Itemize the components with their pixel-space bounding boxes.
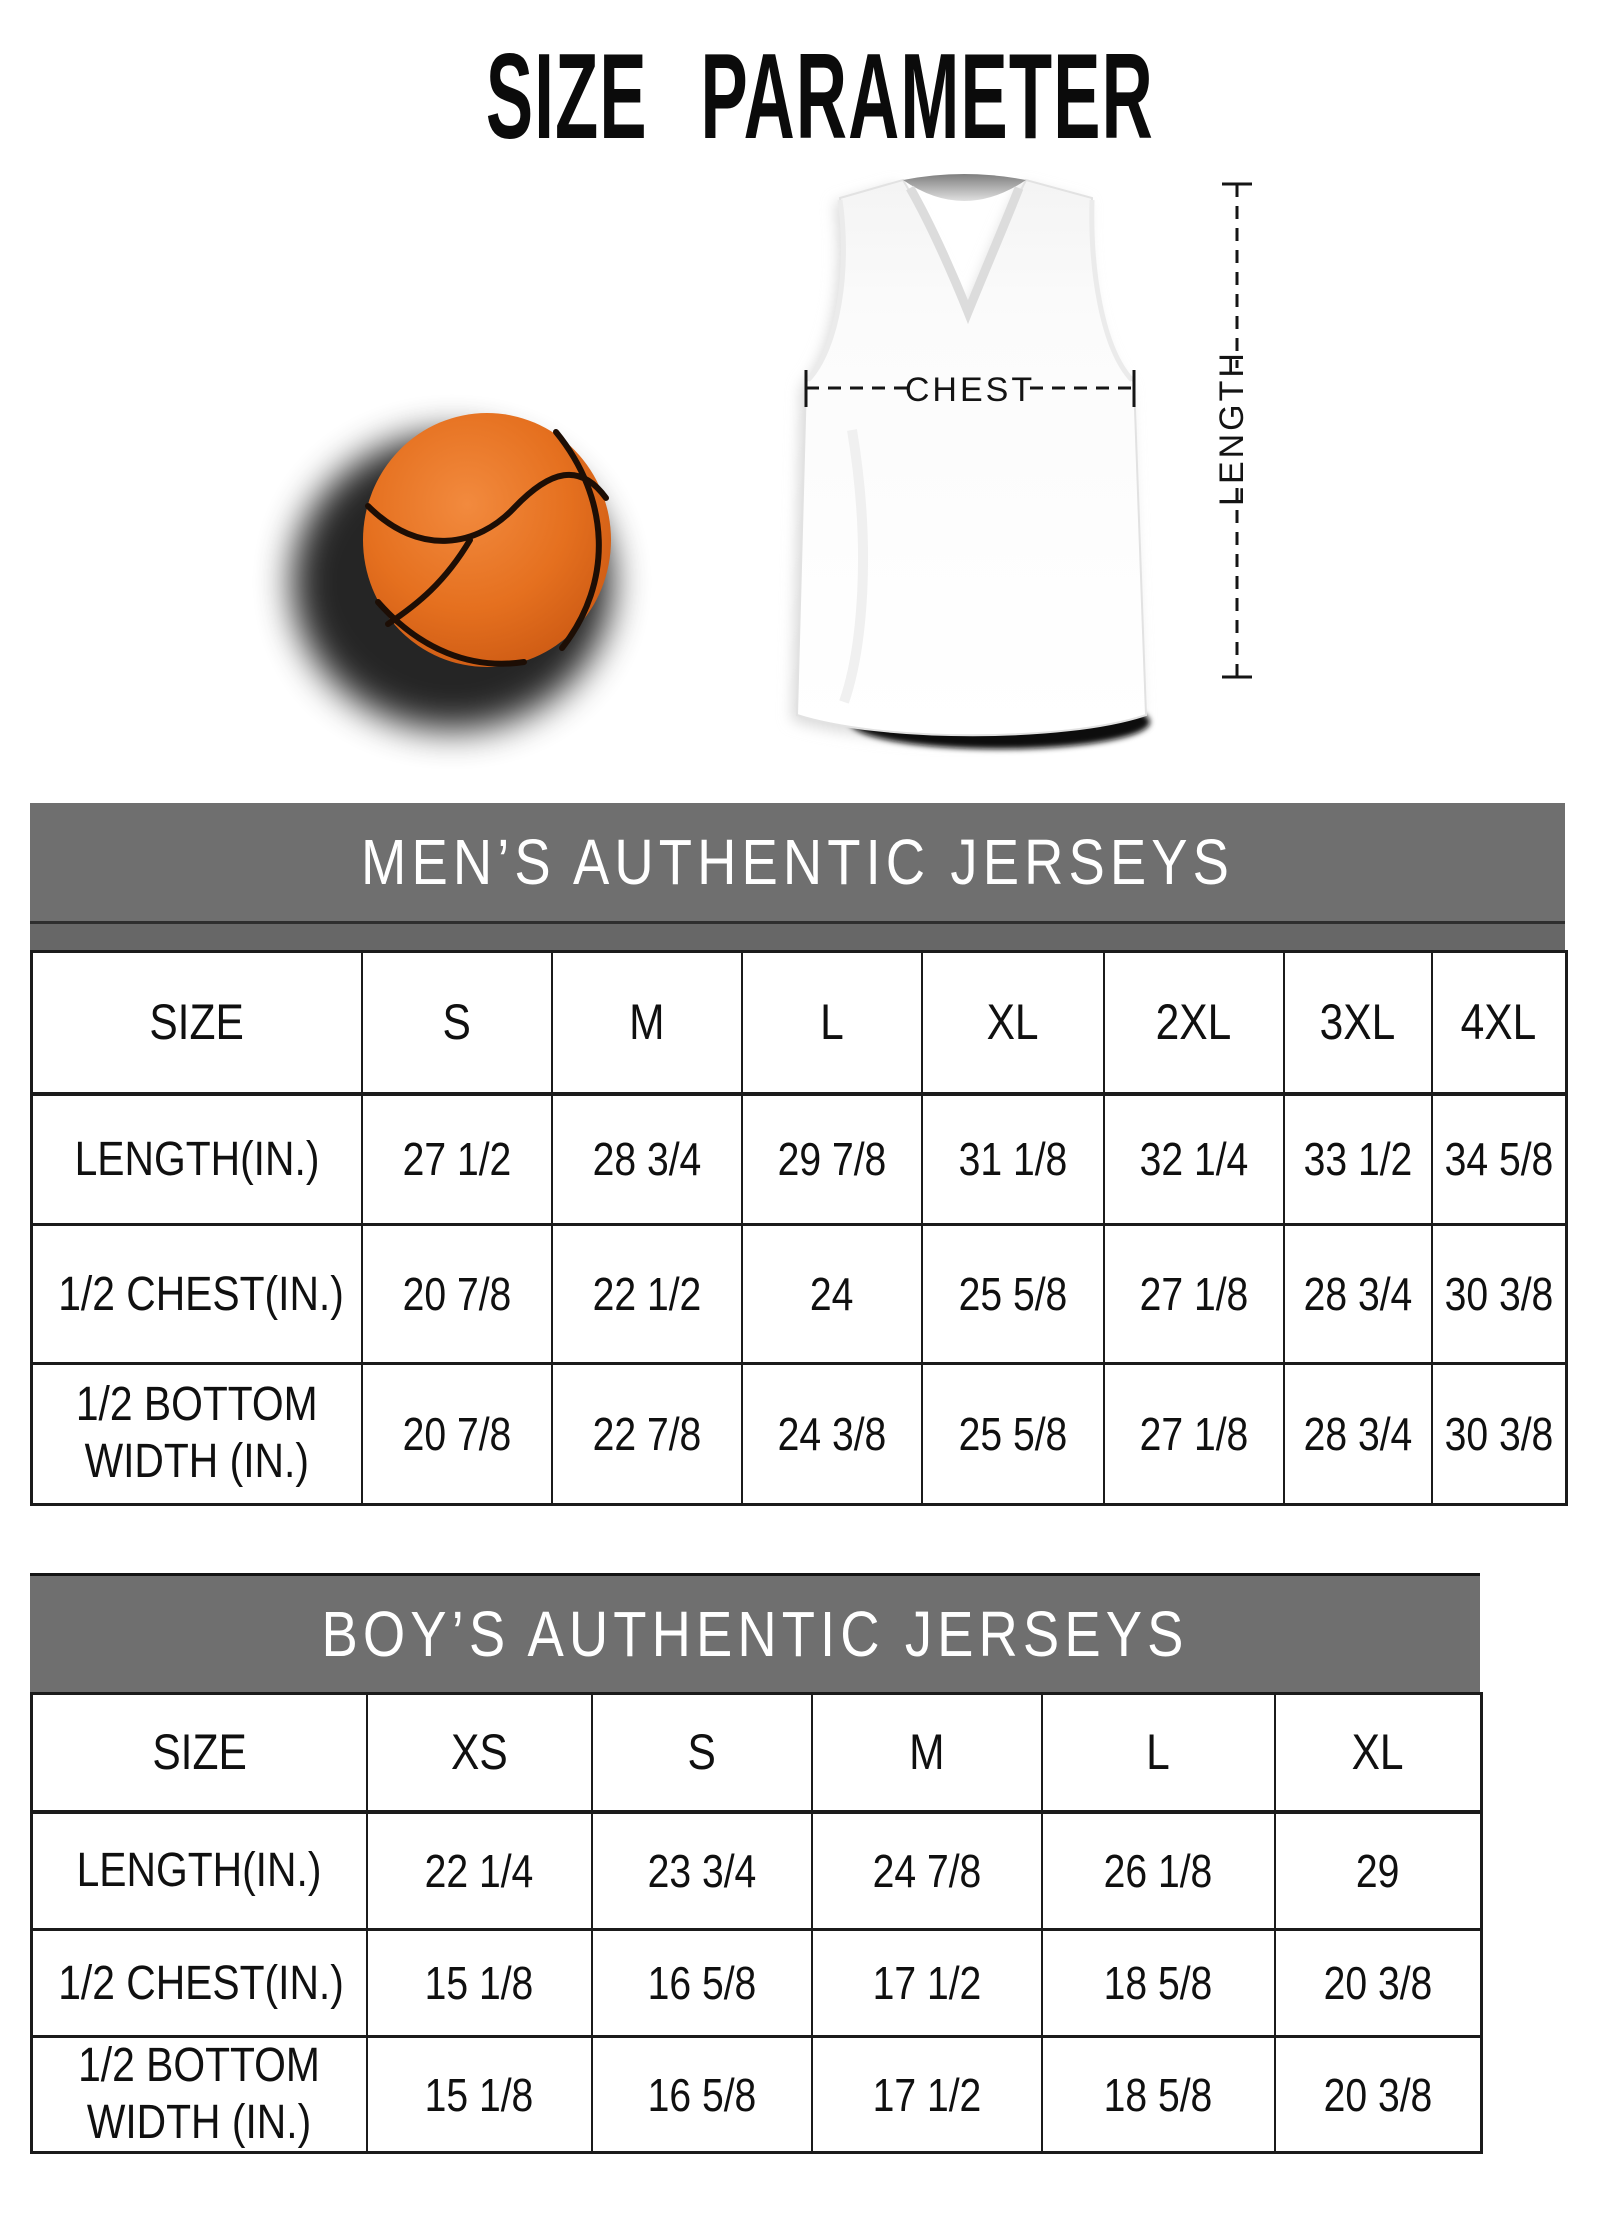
mens-table-title: MEN’S AUTHENTIC JERSEYS	[361, 826, 1234, 898]
boys-size-value: 16 5/8	[592, 1930, 812, 2037]
mens-header-cell: 4XL	[1432, 952, 1567, 1094]
boys-bottom-row	[32, 2037, 1482, 2153]
mens-bottom-row	[32, 1364, 1567, 1505]
mens-size-value: 27 1/8	[1104, 1225, 1284, 1364]
size-diagram	[0, 130, 1600, 790]
mens-size-value: 32 1/4	[1104, 1094, 1284, 1225]
mens-header-cell: 3XL	[1284, 952, 1432, 1094]
mens-size-value: 27 1/2	[362, 1094, 552, 1225]
boys-header-cell: XL	[1275, 1694, 1482, 1812]
mens-header-cell: M	[552, 952, 742, 1094]
boys-size-value: 15 1/8	[367, 2037, 592, 2153]
boys-size-value: 16 5/8	[592, 2037, 812, 2153]
chest-label: CHEST	[904, 371, 1036, 409]
boys-header-cell: S	[592, 1694, 812, 1812]
mens-header-row	[32, 952, 1567, 1094]
boys-size-value: 20 3/8	[1275, 2037, 1482, 2153]
mens-row-label: 1/2 CHEST(IN.)	[32, 1225, 362, 1364]
mens-size-value: 25 5/8	[922, 1225, 1104, 1364]
mens-header-cell: XL	[922, 952, 1104, 1094]
mens-size-table	[30, 950, 1568, 1506]
mens-chest-row	[32, 1225, 1567, 1364]
mens-size-value: 20 7/8	[362, 1364, 552, 1505]
mens-row-label: 1/2 BOTTOM WIDTH (IN.)	[32, 1364, 362, 1505]
mens-size-value: 34 5/8	[1432, 1094, 1567, 1225]
boys-chest-row	[32, 1930, 1482, 2037]
boys-size-value: 18 5/8	[1042, 1930, 1275, 2037]
mens-size-value: 22 7/8	[552, 1364, 742, 1505]
mens-size-value: 24 3/8	[742, 1364, 922, 1505]
boys-size-value: 20 3/8	[1275, 1930, 1482, 2037]
mens-length-row	[32, 1094, 1567, 1225]
length-label: LENGTH	[1213, 350, 1251, 506]
boys-row-label: LENGTH(IN.)	[32, 1812, 367, 1930]
boys-size-value: 17 1/2	[812, 1930, 1042, 2037]
boys-row-label: 1/2 BOTTOM WIDTH (IN.)	[32, 2037, 367, 2153]
jersey-illustration	[792, 174, 1150, 749]
boys-size-value: 23 3/4	[592, 1812, 812, 1930]
mens-size-value: 29 7/8	[742, 1094, 922, 1225]
mens-header-cell: 2XL	[1104, 952, 1284, 1094]
boys-size-value: 22 1/4	[367, 1812, 592, 1930]
mens-size-value: 22 1/2	[552, 1225, 742, 1364]
mens-header-cell: SIZE	[32, 952, 362, 1094]
mens-size-value: 28 3/4	[552, 1094, 742, 1225]
mens-size-value: 30 3/8	[1432, 1225, 1567, 1364]
boys-table-title: BOY’S AUTHENTIC JERSEYS	[321, 1598, 1189, 1670]
boys-header-cell: M	[812, 1694, 1042, 1812]
mens-size-value: 20 7/8	[362, 1225, 552, 1364]
mens-size-value: 25 5/8	[922, 1364, 1104, 1505]
mens-band-strip	[30, 924, 1565, 950]
mens-table-title-band	[30, 803, 1565, 950]
boys-header-cell: L	[1042, 1694, 1275, 1812]
mens-header-cell: S	[362, 952, 552, 1094]
boys-size-value: 29	[1275, 1812, 1482, 1930]
mens-size-value: 24	[742, 1225, 922, 1364]
boys-size-table	[30, 1692, 1483, 2154]
mens-size-value: 28 3/4	[1284, 1364, 1432, 1505]
boys-size-value: 26 1/8	[1042, 1812, 1275, 1930]
mens-size-value: 30 3/8	[1432, 1364, 1567, 1505]
boys-size-value: 18 5/8	[1042, 2037, 1275, 2153]
boys-header-row	[32, 1694, 1482, 1812]
boys-header-cell: XS	[367, 1694, 592, 1812]
mens-size-value: 31 1/8	[922, 1094, 1104, 1225]
basketball-icon	[292, 413, 612, 730]
boys-size-value: 24 7/8	[812, 1812, 1042, 1930]
mens-header-cell: L	[742, 952, 922, 1094]
mens-size-value: 27 1/8	[1104, 1364, 1284, 1505]
boys-row-label: 1/2 CHEST(IN.)	[32, 1930, 367, 2037]
mens-row-label: LENGTH(IN.)	[32, 1094, 362, 1225]
boys-table-title-band	[30, 1573, 1480, 1692]
boys-header-cell: SIZE	[32, 1694, 367, 1812]
mens-size-value: 33 1/2	[1284, 1094, 1432, 1225]
boys-size-value: 17 1/2	[812, 2037, 1042, 2153]
boys-length-row	[32, 1812, 1482, 1930]
boys-size-value: 15 1/8	[367, 1930, 592, 2037]
page-title-text: SIZE PARAMETER	[485, 28, 1154, 164]
mens-size-value: 28 3/4	[1284, 1225, 1432, 1364]
jersey-collar-back	[903, 174, 1026, 201]
